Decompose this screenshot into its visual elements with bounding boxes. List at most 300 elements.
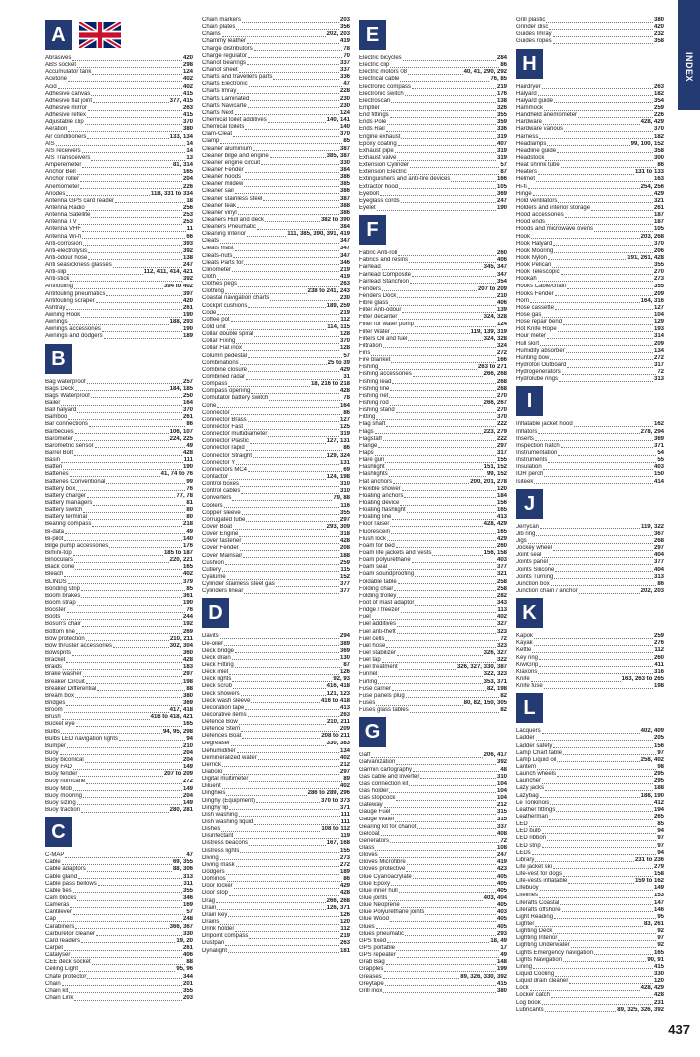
dot-leader bbox=[417, 828, 496, 829]
index-entry bbox=[45, 721, 193, 728]
entry-pages: 188, 190 bbox=[640, 792, 664, 799]
dot-leader bbox=[542, 317, 653, 318]
index-entry bbox=[359, 191, 507, 198]
entry-pages: 189 bbox=[182, 333, 193, 340]
entry-pages: 370 bbox=[339, 131, 350, 138]
index-entry bbox=[359, 293, 507, 300]
entry-term: Antenna VHF bbox=[45, 226, 82, 233]
entry-pages: 95 bbox=[657, 913, 664, 920]
entry-pages: 226 bbox=[182, 183, 193, 190]
entry-pages: 126 bbox=[339, 911, 350, 918]
entry-pages: 300 bbox=[653, 154, 664, 161]
index-entry bbox=[45, 743, 193, 750]
entry-pages: 210 bbox=[496, 292, 507, 299]
entry-term: Cleats mast bbox=[202, 245, 234, 252]
dot-leader bbox=[222, 766, 339, 767]
entry-pages: 337 bbox=[339, 66, 350, 73]
entry-term: Gauge Fuel bbox=[359, 809, 391, 816]
index-entry bbox=[202, 940, 350, 947]
dot-leader bbox=[249, 938, 339, 939]
index-entry bbox=[202, 812, 350, 819]
entry-term: Lifebuoy bbox=[516, 885, 539, 892]
entry-term: Cam blocks bbox=[45, 895, 77, 902]
entry-term: Decorative items bbox=[202, 711, 247, 718]
entry-term: Door stop bbox=[202, 890, 229, 897]
entry-pages: 104 bbox=[496, 795, 507, 802]
entry-pages: 199 bbox=[496, 966, 507, 973]
dot-leader bbox=[113, 647, 169, 648]
dot-leader bbox=[91, 160, 185, 161]
entry-term: Foam seal bbox=[359, 564, 388, 571]
index-entry bbox=[45, 134, 193, 141]
index-entry bbox=[516, 907, 664, 914]
index-entry bbox=[45, 529, 193, 536]
index-entry bbox=[45, 493, 193, 500]
entry-pages: 402 bbox=[339, 754, 350, 761]
index-entry bbox=[516, 574, 664, 581]
index-entry bbox=[359, 579, 507, 586]
dot-leader bbox=[413, 878, 496, 879]
entry-pages: 315 bbox=[496, 809, 507, 816]
dot-leader bbox=[401, 907, 496, 908]
entry-pages: 273 bbox=[339, 854, 350, 861]
section-header-l bbox=[516, 693, 664, 723]
dot-leader bbox=[391, 814, 496, 815]
entry-term: Cleats Parts for bbox=[202, 259, 244, 266]
dot-leader bbox=[553, 550, 653, 551]
index-entry bbox=[359, 895, 507, 902]
index-entry bbox=[516, 464, 664, 471]
dot-leader bbox=[220, 143, 342, 144]
entry-pages: 192 bbox=[182, 621, 193, 628]
entry-term: Folding trolley bbox=[359, 592, 397, 599]
entry-pages: 384 bbox=[339, 224, 350, 231]
entry-term: Chain kit bbox=[45, 987, 69, 994]
entry-term: Cameras bbox=[45, 902, 70, 909]
entry-pages: 276 bbox=[653, 640, 664, 647]
dot-leader bbox=[276, 586, 339, 587]
entry-term: Glue Cyanoacrylate bbox=[359, 873, 412, 880]
dot-leader bbox=[535, 926, 643, 927]
entry-pages: 89, 326, 330, 392 bbox=[460, 973, 507, 980]
entry-pages: 265 bbox=[653, 813, 664, 820]
entry-term: Fairlead bbox=[359, 264, 381, 271]
entry-pages: 86 bbox=[500, 62, 507, 69]
dot-leader bbox=[119, 740, 185, 741]
entry-pages: 318 bbox=[339, 531, 350, 538]
dot-leader bbox=[256, 802, 320, 803]
entry-term: Dodgers bbox=[202, 869, 225, 876]
entry-term: Cover Mainsail bbox=[202, 552, 242, 559]
dot-leader bbox=[565, 217, 653, 218]
index-entry bbox=[516, 885, 664, 892]
entry-term: Life-vest for dogs bbox=[516, 871, 563, 878]
entry-pages: 330 bbox=[653, 971, 664, 978]
entry-term: Chafe protector bbox=[45, 973, 87, 980]
index-entry bbox=[359, 148, 507, 155]
entry-term: Gas connection kit bbox=[359, 780, 409, 787]
entry-pages: 94, 95, 298 bbox=[162, 728, 193, 735]
index-entry bbox=[516, 305, 664, 312]
index-entry bbox=[45, 571, 193, 578]
index-entry bbox=[45, 326, 193, 333]
entry-pages: 76 bbox=[186, 607, 193, 614]
entry-term: Bailer bbox=[45, 400, 61, 407]
entry-pages: 72 bbox=[500, 837, 507, 844]
dot-leader bbox=[399, 669, 456, 670]
entry-pages: 361 bbox=[182, 592, 193, 599]
dot-leader bbox=[87, 117, 182, 118]
index-entry bbox=[516, 248, 664, 255]
entry-term: Eyeglass cords bbox=[359, 197, 400, 204]
entry-term: Buoy sizing bbox=[45, 799, 76, 806]
entry-pages: 140, 141 bbox=[326, 116, 350, 123]
index-entry bbox=[516, 850, 664, 857]
entry-pages: 327 bbox=[496, 621, 507, 628]
entry-term: Extinguishers and anti-fire devices bbox=[359, 176, 451, 183]
entry-pages: 257 bbox=[182, 378, 193, 385]
dot-leader bbox=[378, 676, 482, 677]
entry-pages: 428, 429 bbox=[483, 521, 507, 528]
entry-pages: 111 bbox=[340, 819, 350, 826]
entry-pages: 164, 316 bbox=[640, 297, 664, 304]
dot-leader bbox=[93, 102, 169, 103]
entry-pages: 82 bbox=[500, 707, 507, 714]
dot-leader bbox=[246, 450, 343, 451]
entry-pages: 194 bbox=[653, 806, 664, 813]
dot-leader bbox=[68, 81, 182, 82]
dot-leader bbox=[390, 67, 499, 68]
entry-pages: 230 bbox=[339, 102, 350, 109]
entry-term: Adhesive reflex bbox=[45, 112, 87, 119]
dot-leader bbox=[78, 224, 182, 225]
entry-term: GPS repeater bbox=[359, 952, 396, 959]
index-entry bbox=[202, 131, 350, 138]
entry-term: Connector Fast bbox=[202, 424, 244, 430]
dot-leader bbox=[591, 210, 653, 211]
entry-term: Hinge bbox=[516, 190, 532, 197]
dot-leader bbox=[405, 95, 496, 96]
entry-pages: 77, 78 bbox=[176, 492, 193, 499]
entry-pages: 153 bbox=[653, 892, 664, 899]
entry-term: Cover Fender bbox=[202, 545, 239, 552]
entry-pages: 204 bbox=[182, 792, 193, 799]
index-entry bbox=[516, 326, 664, 333]
entry-term: Electrical cable bbox=[359, 76, 400, 83]
index-entry bbox=[202, 883, 350, 890]
entry-pages: 330, 383 bbox=[326, 740, 350, 747]
dot-leader bbox=[73, 769, 182, 770]
index-entry bbox=[359, 322, 507, 329]
entry-pages: 89, 325, 326, 392 bbox=[617, 1006, 664, 1013]
index-entry bbox=[45, 400, 193, 407]
entry-pages: 397 bbox=[182, 290, 193, 297]
entry-pages: 313 bbox=[653, 573, 664, 580]
entry-pages: 104 bbox=[496, 780, 507, 787]
dot-leader bbox=[546, 22, 653, 23]
entry-term: Kettle bbox=[516, 647, 532, 654]
entry-pages: 250 bbox=[182, 392, 193, 399]
dot-leader bbox=[550, 804, 653, 805]
entry-pages: 269 bbox=[182, 628, 193, 635]
index-entry bbox=[202, 224, 350, 231]
dot-leader bbox=[220, 859, 339, 860]
index-entry bbox=[516, 443, 664, 450]
entry-term: ABS socket bbox=[45, 62, 77, 69]
entry-term: Deck showers bbox=[202, 690, 240, 697]
section-letter-badge: L bbox=[516, 693, 543, 723]
index-entry bbox=[359, 176, 507, 183]
dot-leader bbox=[531, 238, 640, 239]
entry-pages: 191, 261, 428 bbox=[627, 254, 664, 261]
entry-term: Eyelet bbox=[359, 204, 376, 211]
index-entry bbox=[45, 764, 193, 771]
index-entry bbox=[516, 757, 664, 764]
entry-pages: 88 bbox=[186, 959, 193, 966]
dot-leader bbox=[548, 259, 626, 260]
entry-term: Defences Boat bbox=[202, 733, 242, 740]
dot-leader bbox=[569, 983, 653, 984]
entry-pages: 404 bbox=[653, 552, 664, 559]
entry-pages: 124 bbox=[339, 109, 350, 116]
index-entry bbox=[359, 959, 507, 966]
entry-pages: 273 bbox=[653, 276, 664, 283]
dot-leader bbox=[254, 50, 343, 51]
entry-term: Battery managers bbox=[45, 500, 93, 506]
dot-leader bbox=[75, 928, 168, 929]
entry-pages: 261 bbox=[653, 204, 664, 211]
entry-term: Grill plastic bbox=[516, 17, 546, 23]
entry-term: Ladder bbox=[516, 735, 535, 742]
entry-term: Chemical toilet additives bbox=[202, 116, 267, 123]
entry-term: Fairlead Stanchion bbox=[359, 278, 410, 285]
index-entry bbox=[359, 888, 507, 895]
entry-term: Fairlead Composite bbox=[359, 271, 412, 278]
entry-pages: 204 bbox=[182, 176, 193, 183]
entry-term: Glues pneumatic bbox=[359, 930, 405, 937]
index-entry bbox=[359, 607, 507, 614]
entry-pages: 185 to 187 bbox=[163, 550, 193, 556]
index-entry bbox=[359, 279, 507, 286]
index-entry bbox=[202, 246, 350, 253]
dot-leader bbox=[66, 195, 150, 196]
entry-pages: 263 bbox=[339, 281, 350, 288]
entry-pages: 190 bbox=[182, 312, 193, 319]
entry-pages: 371 bbox=[653, 442, 664, 449]
entry-pages: 156 bbox=[653, 742, 664, 749]
entry-pages: 347 bbox=[496, 271, 507, 278]
dot-leader bbox=[540, 345, 653, 346]
entry-pages: 406 bbox=[496, 300, 507, 307]
entry-pages: 13 bbox=[186, 154, 193, 161]
entry-pages: 98 bbox=[657, 763, 664, 770]
entry-term: Greytape bbox=[359, 980, 384, 987]
index-entry bbox=[202, 655, 350, 662]
entry-term: GPS fixed bbox=[359, 937, 387, 944]
entry-pages: 272 bbox=[653, 354, 664, 361]
section-letter-badge: D bbox=[202, 598, 229, 628]
dot-leader bbox=[87, 978, 182, 979]
entry-term: Hull skirt bbox=[516, 340, 540, 347]
entry-term: Light Reading bbox=[516, 913, 554, 920]
index-entry bbox=[45, 514, 193, 521]
entry-term: Charts Imray bbox=[202, 88, 237, 95]
dot-leader bbox=[56, 145, 186, 146]
entry-term: CEE deck socket bbox=[45, 959, 91, 966]
entry-pages: 48 bbox=[500, 766, 507, 773]
dot-leader bbox=[248, 57, 342, 58]
entry-term: Foot of mast adaptor bbox=[359, 599, 415, 606]
flag-container bbox=[79, 22, 121, 48]
entry-term: Connector multidiameter bbox=[202, 431, 268, 438]
entry-pages: 295 bbox=[653, 778, 664, 785]
entry-term: Fuel tap bbox=[359, 657, 381, 664]
entry-term: Charts Navicarte bbox=[202, 102, 247, 109]
entry-term: Cap bbox=[45, 916, 57, 923]
index-entry bbox=[359, 752, 507, 759]
section-header-g bbox=[359, 717, 507, 747]
entry-term: Extension Electric bbox=[359, 169, 407, 176]
index-entry bbox=[45, 995, 193, 1002]
index-entry bbox=[45, 379, 193, 386]
entry-pages: 120 bbox=[496, 485, 507, 492]
entry-term: Buoy biconical bbox=[45, 757, 84, 764]
entry-term: Lighter bbox=[516, 921, 535, 928]
index-entry bbox=[202, 203, 350, 210]
dot-leader bbox=[83, 245, 182, 246]
index-entry bbox=[516, 662, 664, 669]
entry-pages: 149 bbox=[182, 764, 193, 771]
index-entry bbox=[359, 824, 507, 831]
entry-term: Deck Fitting bbox=[202, 661, 234, 668]
index-entry bbox=[359, 357, 507, 364]
dot-leader bbox=[397, 655, 483, 656]
dot-leader bbox=[58, 88, 182, 89]
dot-leader bbox=[391, 533, 496, 534]
entry-pages: 202, 203 bbox=[640, 588, 664, 594]
entry-term: Electric clip bbox=[359, 62, 390, 69]
index-entry bbox=[202, 574, 350, 581]
index-entry bbox=[45, 650, 193, 657]
entry-pages: 355 bbox=[653, 283, 664, 290]
dot-leader bbox=[561, 167, 657, 168]
index-entry bbox=[45, 636, 193, 643]
index-entry bbox=[202, 410, 350, 417]
entry-term: Buoy fender bbox=[45, 771, 78, 778]
dot-leader bbox=[402, 490, 496, 491]
index-entry bbox=[516, 764, 664, 771]
dot-leader bbox=[386, 964, 496, 965]
entry-term: Cable adaptors bbox=[45, 866, 86, 873]
index-entry bbox=[45, 471, 193, 478]
index-entry bbox=[516, 84, 664, 91]
entry-term: Antenna Satellite bbox=[45, 212, 91, 219]
dot-leader bbox=[240, 486, 339, 487]
entry-pages: 231 bbox=[653, 999, 664, 1006]
dot-leader bbox=[542, 88, 653, 89]
entry-term: Bowsprits bbox=[45, 649, 72, 656]
entry-pages: 165 bbox=[182, 169, 193, 176]
dot-leader bbox=[545, 1011, 617, 1012]
index-entry bbox=[45, 191, 193, 198]
dot-leader bbox=[268, 122, 326, 123]
index-entry bbox=[516, 112, 664, 119]
index-entry bbox=[202, 488, 350, 495]
index-entry bbox=[516, 31, 664, 38]
entry-pages: 129 bbox=[653, 319, 664, 326]
entry-term: Halyard guide bbox=[516, 97, 554, 104]
dot-leader bbox=[245, 709, 339, 710]
index-entry bbox=[202, 762, 350, 769]
dot-leader bbox=[235, 193, 339, 194]
dot-leader bbox=[237, 752, 339, 753]
index-entry bbox=[202, 303, 350, 310]
index-entry bbox=[202, 783, 350, 790]
dot-leader bbox=[376, 928, 496, 929]
index-entry bbox=[516, 355, 664, 362]
dot-leader bbox=[398, 583, 496, 584]
entry-pages: 139 bbox=[496, 307, 507, 314]
dot-leader bbox=[233, 529, 326, 530]
dot-leader bbox=[268, 436, 339, 437]
index-entry bbox=[516, 728, 664, 735]
dot-leader bbox=[248, 107, 339, 108]
dot-leader bbox=[70, 907, 182, 908]
index-entry bbox=[45, 284, 193, 291]
entry-term: Bridges bbox=[45, 699, 66, 706]
dot-leader bbox=[225, 564, 339, 565]
dot-leader bbox=[377, 210, 496, 211]
index-entry bbox=[359, 414, 507, 421]
index-column-2 bbox=[202, 17, 350, 955]
dot-leader bbox=[553, 868, 653, 869]
entry-term: Floating flashlight bbox=[359, 507, 406, 514]
dot-leader bbox=[396, 764, 496, 765]
entry-term: LED bbox=[516, 821, 528, 828]
index-entry bbox=[359, 874, 507, 881]
index-entry bbox=[516, 743, 664, 750]
index-entry bbox=[516, 778, 664, 785]
entry-term: LED ribbon bbox=[516, 835, 547, 842]
dot-leader bbox=[528, 543, 653, 544]
index-entry bbox=[359, 421, 507, 428]
dot-leader bbox=[83, 512, 185, 513]
dot-leader bbox=[249, 781, 342, 782]
entry-term: Deck drain bbox=[202, 654, 231, 661]
dot-leader bbox=[563, 754, 656, 755]
index-entry bbox=[202, 17, 350, 24]
dot-leader bbox=[379, 857, 496, 858]
entry-pages: 49 bbox=[186, 442, 193, 449]
dot-leader bbox=[82, 238, 185, 239]
entry-term: Bilge pump accessories bbox=[45, 542, 109, 549]
dot-leader bbox=[232, 659, 339, 660]
entry-pages: 420 bbox=[653, 24, 664, 31]
dot-leader bbox=[240, 550, 339, 551]
entry-pages: 355 bbox=[653, 262, 664, 269]
entry-pages: 380 bbox=[496, 987, 507, 994]
dot-leader bbox=[77, 174, 182, 175]
index-entry bbox=[516, 269, 664, 276]
entry-term: Batteries Conventional bbox=[45, 478, 106, 485]
index-entry bbox=[202, 138, 350, 145]
entry-term: Connector Y bbox=[202, 459, 236, 466]
entry-term: Fitting bbox=[359, 414, 376, 421]
dot-leader bbox=[554, 102, 653, 103]
entry-pages: 377 bbox=[496, 564, 507, 571]
index-entry bbox=[516, 857, 664, 864]
entry-term: Furling bbox=[359, 678, 378, 685]
